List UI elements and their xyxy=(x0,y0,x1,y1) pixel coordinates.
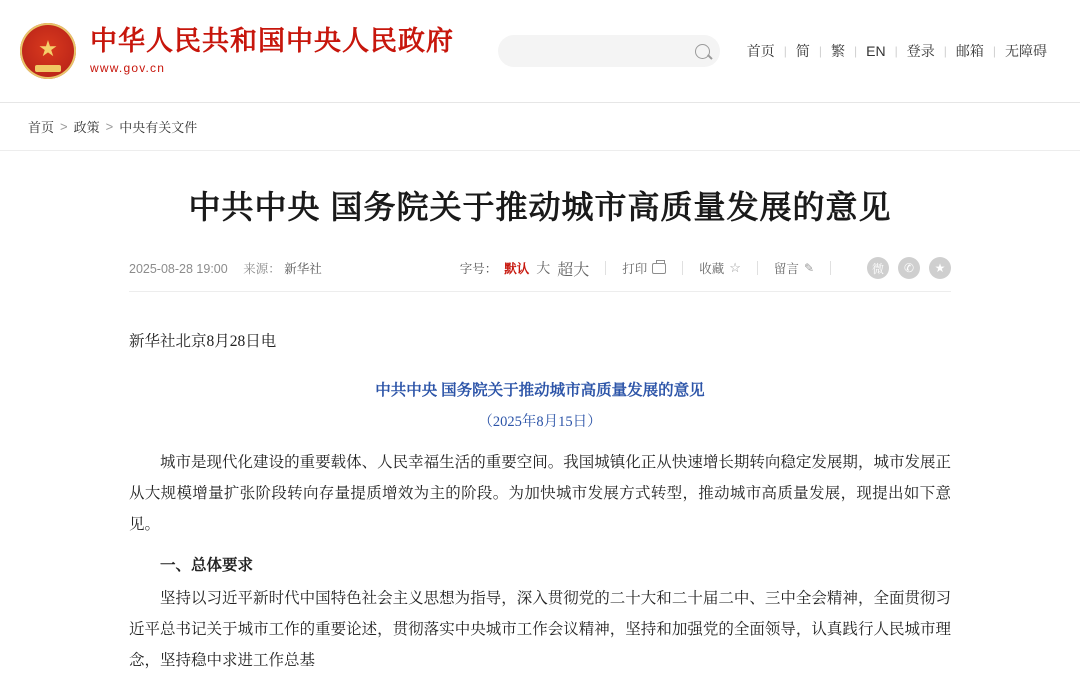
comment-button[interactable] xyxy=(774,259,814,277)
print-button[interactable] xyxy=(622,259,666,277)
share-group xyxy=(867,257,951,279)
emblem-gear-shape xyxy=(35,65,61,72)
print-label: 打印 xyxy=(622,262,648,277)
page-title: 中共中央 国务院关于推动城市高质量发展的意见 xyxy=(188,189,892,225)
nav-separator: | xyxy=(992,44,996,58)
nav-item-traditional[interactable]: 繁 xyxy=(831,43,846,59)
header-nav xyxy=(738,41,1056,61)
breadcrumb-item-home[interactable]: 首页 xyxy=(28,120,55,135)
source-value: 新华社 xyxy=(284,262,322,277)
favorite-button[interactable] xyxy=(699,259,741,277)
nav-separator: | xyxy=(943,44,947,58)
fontsize-group xyxy=(460,257,590,280)
fontsize-option-extra-large[interactable]: 超大 xyxy=(557,261,590,279)
article-meta-tools xyxy=(460,257,951,280)
fontsize-option-large[interactable]: 大 xyxy=(536,260,551,277)
inner-title: 中共中央 国务院关于推动城市高质量发展的意见 xyxy=(375,381,705,399)
breadcrumb-item-policy[interactable]: 政策 xyxy=(73,120,100,135)
article xyxy=(129,151,951,676)
breadcrumb-separator: > xyxy=(105,119,114,134)
article-body xyxy=(129,292,951,676)
nav-item-login[interactable]: 登录 xyxy=(906,43,935,59)
nav-item-english[interactable]: EN xyxy=(866,43,886,59)
site-header xyxy=(0,0,1080,103)
search-input[interactable] xyxy=(510,43,708,60)
search-box[interactable] xyxy=(498,35,720,67)
header-right xyxy=(498,35,1056,67)
favorite-label: 收藏 xyxy=(699,262,725,277)
section-heading: 一、总体要求 xyxy=(160,556,254,574)
divider xyxy=(605,261,606,275)
nav-separator: | xyxy=(818,44,823,58)
divider xyxy=(682,261,683,275)
paragraph: 城市是现代化建设的重要载体、人民幸福生活的重要空间。我国城镇化正从快速增长期转向稳定发展期，城市发展正从大规模增量扩张阶段转向存量提质增效为主的阶段。为加快城市发展方式转型，推动城市高质量发展，现提出如下意见。 xyxy=(129,453,951,533)
qzone-share-icon[interactable]: ★ xyxy=(929,257,951,279)
comment-label: 留言 xyxy=(773,262,799,277)
weibo-share-icon[interactable]: 微 xyxy=(867,257,889,279)
breadcrumb xyxy=(0,103,1080,151)
search-icon[interactable] xyxy=(695,44,710,59)
fontsize-label: 字号： xyxy=(459,262,498,277)
divider xyxy=(830,261,831,275)
publish-datetime: 2025-08-28 19:00 xyxy=(129,262,228,277)
paragraph: 坚持以习近平新时代中国特色社会主义思想为指导，深入贯彻党的二十大和二十届二中、三中全会精神，全面贯彻习近平总书记关于城市工作的重要论述，贯彻落实中央城市工作会议精神，坚持和加强党的全面领导，认真践行人民城市理念，坚持稳中求进工作总基 xyxy=(129,589,951,669)
brand-title: 中华人民共和国中央人民政府 xyxy=(90,26,454,57)
breadcrumb-item-central-documents[interactable]: 中央有关文件 xyxy=(119,120,198,135)
nav-separator: | xyxy=(894,44,898,58)
divider xyxy=(757,261,758,275)
star-icon: ☆ xyxy=(729,260,741,276)
wechat-share-icon[interactable]: ✆ xyxy=(898,257,920,279)
nav-item-mail[interactable]: 邮箱 xyxy=(955,43,984,59)
pen-icon: ✎ xyxy=(803,261,814,276)
site-brand[interactable] xyxy=(20,23,454,79)
nav-separator: | xyxy=(854,44,858,58)
emblem-star-shape: ★ xyxy=(38,35,58,61)
nav-item-home[interactable]: 首页 xyxy=(746,43,775,59)
dateline: 新华社北京8月28日电 xyxy=(129,332,277,350)
brand-subtitle: www.gov.cn xyxy=(90,60,166,75)
article-meta-left xyxy=(129,259,322,277)
source-label: 来源： xyxy=(243,262,281,277)
breadcrumb-separator: > xyxy=(60,119,68,134)
national-emblem-icon xyxy=(20,23,76,79)
nav-item-simplified[interactable]: 简 xyxy=(795,43,810,59)
nav-separator: | xyxy=(783,44,787,58)
printer-icon xyxy=(652,263,666,274)
fontsize-option-default[interactable]: 默认 xyxy=(504,262,530,277)
brand-text xyxy=(90,27,454,75)
article-meta-bar xyxy=(129,258,951,292)
nav-item-accessibility[interactable]: 无障碍 xyxy=(1005,43,1047,59)
inner-date: （2025年8月15日） xyxy=(478,413,602,430)
